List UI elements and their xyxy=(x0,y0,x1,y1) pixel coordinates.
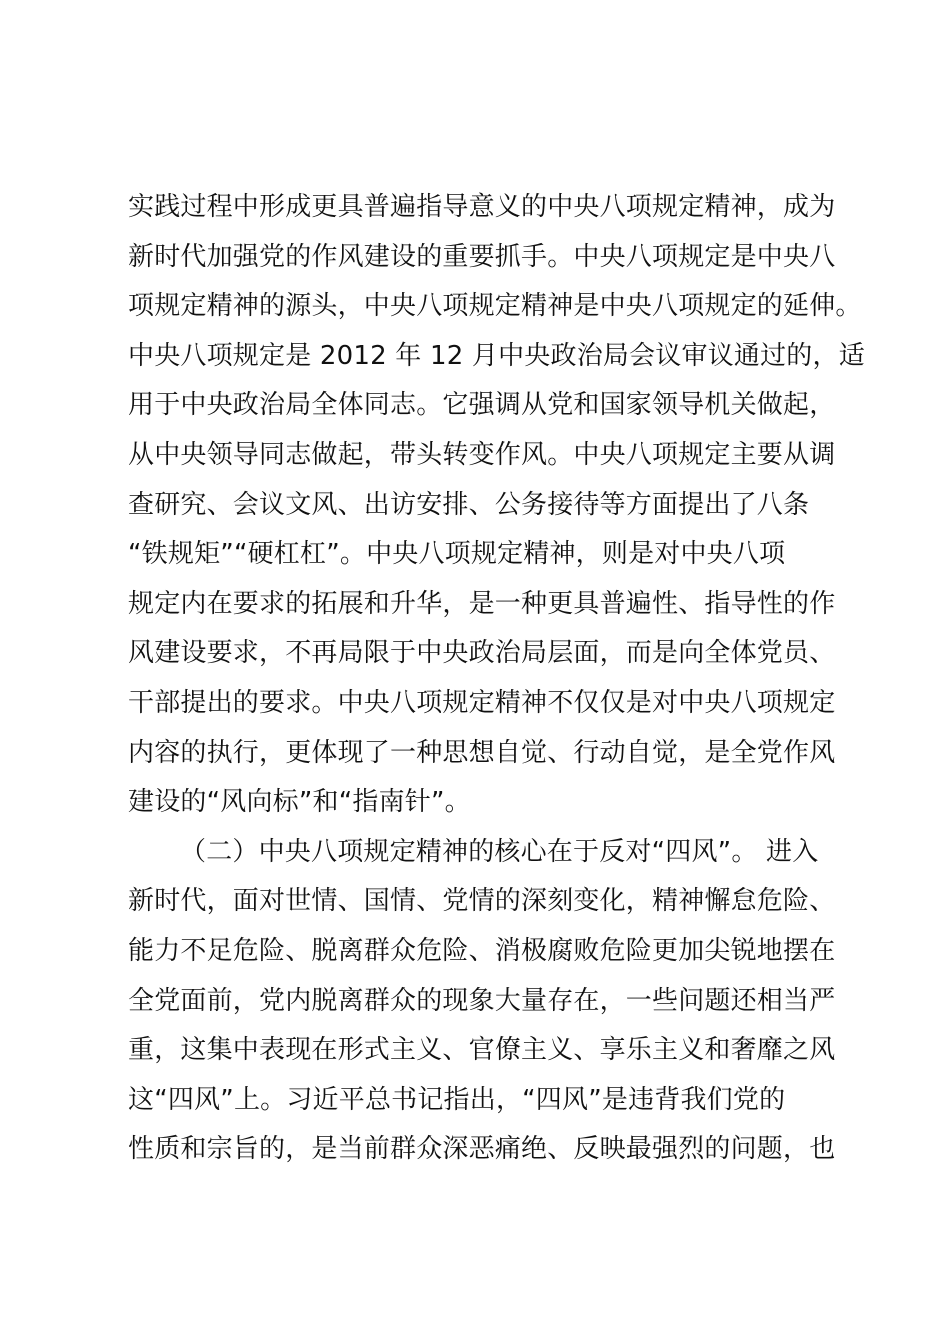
text-line: 项规定精神的源头，中央八项规定精神是中央八项规定的延伸。 xyxy=(128,291,862,322)
text-line: 中央八项规定是 2012 年 12 月中央政治局会议审议通过的，适 xyxy=(128,340,865,371)
text-line: 干部提出的要求。中央八项规定精神不仅仅是对中央八项规定 xyxy=(128,687,836,718)
text-line: 内容的执行，更体现了一种思想自觉、行动自觉，是全党作风 xyxy=(128,737,836,768)
text-line: 新时代，面对世情、国情、党情的深刻变化，精神懈怠危险、 xyxy=(128,886,836,917)
text-line: 性质和宗旨的，是当前群众深恶痛绝、反映最强烈的问题，也 xyxy=(128,1134,836,1165)
text-line: 全党面前，党内脱离群众的现象大量存在，一些问题还相当严 xyxy=(128,985,836,1016)
text-line: 这“四风”上。习近平总书记指出，“四风”是违背我们党的 xyxy=(128,1084,786,1115)
text-line: 能力不足危险、脱离群众危险、消极腐败危险更加尖锐地摆在 xyxy=(128,935,836,966)
text-line: “铁规矩”“硬杠杠”。中央八项规定精神，则是对中央八项 xyxy=(128,539,786,570)
text-line: 重，这集中表现在形式主义、官僚主义、享乐主义和奢靡之风 xyxy=(128,1035,836,1066)
text-line: 风建设要求，不再局限于中央政治局层面，而是向全体党员、 xyxy=(128,638,836,669)
text-line: 规定内在要求的拓展和升华，是一种更具普遍性、指导性的作 xyxy=(128,588,836,619)
text-line: 建设的“风向标”和“指南针”。 xyxy=(128,787,471,818)
text-line: 新时代加强党的作风建设的重要抓手。中央八项规定是中央八 xyxy=(128,241,836,272)
text-line: 从中央领导同志做起，带头转变作风。中央八项规定主要从调 xyxy=(128,439,836,470)
text-line: 查研究、会议文风、出访安排、公务接待等方面提出了八条 xyxy=(128,489,810,520)
text-line: 实践过程中形成更具普遍指导意义的中央八项规定精神，成为 xyxy=(128,192,836,222)
body-text xyxy=(128,183,865,1175)
text-line: 用于中央政治局全体同志。它强调从党和国家领导机关做起， xyxy=(128,390,836,421)
section-heading-line: （二）中央八项规定精神的核心在于反对“四风”。 进入 xyxy=(180,836,819,867)
